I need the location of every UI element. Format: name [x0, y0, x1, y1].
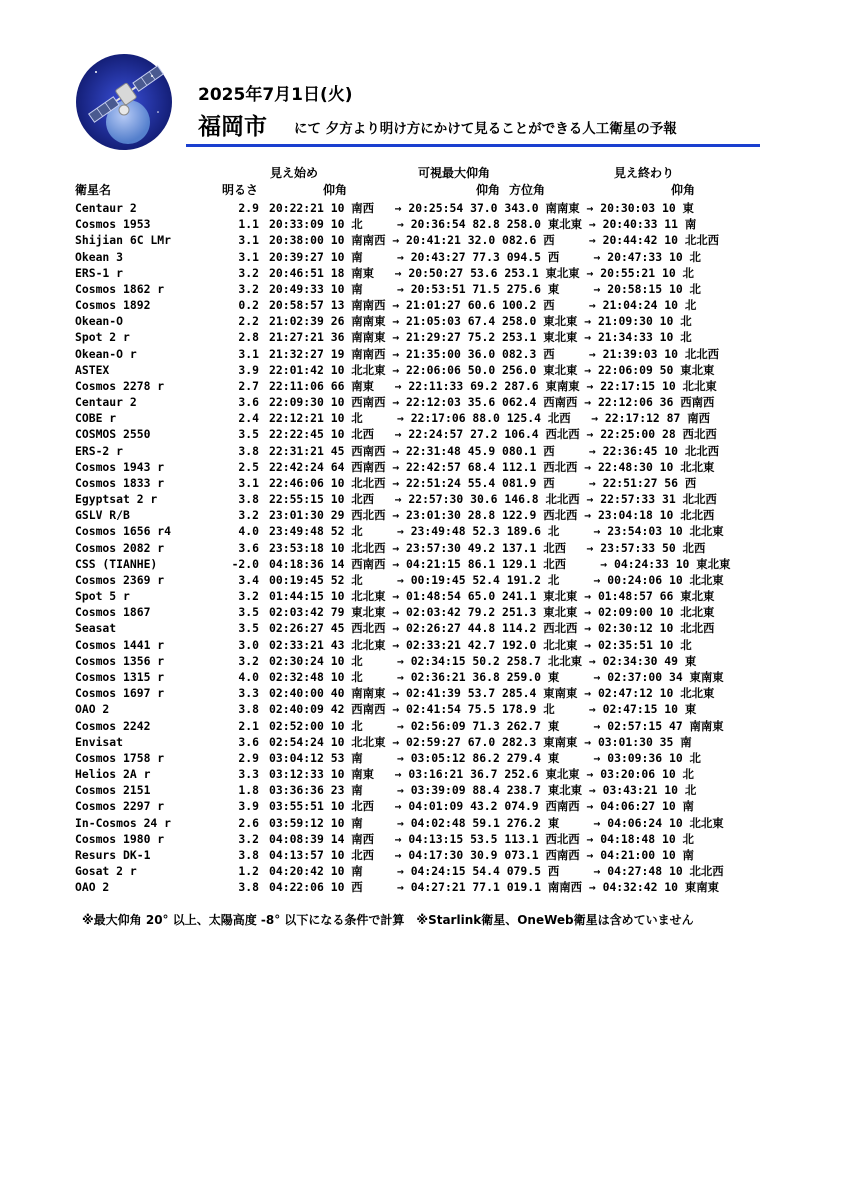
pass-details: 02:03:42 79 東北東 → 02:03:42 79.2 251.3 東北東 → 02:09:00 10 北北東	[269, 605, 715, 620]
satellite-name: Okean 3	[75, 249, 124, 264]
satellite-name: Egyptsat 2 r	[75, 492, 158, 507]
pass-details: 23:53:18 10 北北西 → 23:57:30 49.2 137.1 北西 → 23:57:33 50 北西	[269, 540, 706, 555]
magnitude-value: 3.1	[238, 249, 259, 264]
pass-details: 04:22:06 10 西 → 04:27:21 77.1 019.1 南南西 → 04:32:42 10 東南東	[269, 880, 720, 895]
satellite-name: Cosmos 1892	[75, 298, 151, 313]
table-row	[75, 265, 815, 281]
magnitude-value: 3.1	[238, 475, 259, 490]
table-row	[75, 750, 815, 766]
pass-details: 21:32:27 19 南南西 → 21:35:00 36.0 082.3 西 → 21:39:03 10 北北西	[269, 346, 720, 361]
satellite-name: Envisat	[75, 734, 124, 749]
magnitude-value: 3.2	[238, 831, 259, 846]
table-row	[75, 362, 815, 378]
pass-details: 02:26:27 45 西北西 → 02:26:27 44.8 114.2 西北西 → 02:30:12 10 北北西	[269, 621, 715, 636]
magnitude-value: 3.8	[238, 492, 259, 507]
col-group-end: 見え終わり	[614, 166, 675, 180]
magnitude-value: 2.7	[238, 378, 259, 393]
pass-details: 04:18:36 14 西南西 → 04:21:15 86.1 129.1 北西 → 04:24:33 10 東北東	[269, 556, 731, 571]
pass-details: 22:55:15 10 北西 → 22:57:30 30.6 146.8 北北西 → 22:57:33 31 北北西	[269, 492, 717, 507]
table-row	[75, 815, 815, 831]
satellite-name: Cosmos 1315 r	[75, 669, 165, 684]
pass-details: 21:27:21 36 南南東 → 21:29:27 75.2 253.1 東北東 → 21:34:33 10 北	[269, 330, 692, 345]
satellite-name: ERS-2 r	[75, 443, 124, 458]
pass-details: 02:40:00 40 南南東 → 02:41:39 53.7 285.4 東南東 → 02:47:12 10 北北東	[269, 686, 715, 701]
magnitude-value: 3.8	[238, 702, 259, 717]
satellite-name: GSLV R/B	[75, 508, 130, 523]
magnitude-value: 4.0	[238, 669, 259, 684]
satellite-name: ASTEX	[75, 362, 110, 377]
satellite-name: In-Cosmos 24 r	[75, 815, 172, 830]
magnitude-value: 1.8	[238, 783, 259, 798]
col-name: 衛星名	[75, 183, 112, 197]
magnitude-value: 3.6	[238, 395, 259, 410]
magnitude-value: 2.4	[238, 411, 259, 426]
pass-details: 02:52:00 10 北 → 02:56:09 71.3 262.7 東 → 02:57:15 47 南南東	[269, 718, 724, 733]
magnitude-value: 3.8	[238, 847, 259, 862]
pass-details: 04:20:42 10 南 → 04:24:15 54.4 079.5 西 → 04:27:48 10 北北西	[269, 864, 724, 879]
pass-details: 02:33:21 43 北北東 → 02:33:21 42.7 192.0 北北東 → 02:35:51 10 北	[269, 637, 692, 652]
satellite-name: Gosat 2 r	[75, 864, 137, 879]
pass-details: 20:33:09 10 北 → 20:36:54 82.8 258.0 東北東 → 20:40:33 11 南	[269, 217, 697, 232]
pass-details: 03:59:12 10 南 → 04:02:48 59.1 276.2 東 → 04:06:24 10 北北東	[269, 815, 724, 830]
pass-details: 03:12:33 10 南東 → 03:16:21 36.7 252.6 東北東 → 03:20:06 10 北	[269, 767, 694, 782]
table-row	[75, 620, 815, 636]
magnitude-value: 3.8	[238, 880, 259, 895]
col-max-azimuth: 方位角	[509, 183, 546, 197]
pass-details: 23:01:30 29 西北西 → 23:01:30 28.8 122.9 西北西 → 23:04:18 10 北北西	[269, 508, 715, 523]
satellite-name: Cosmos 1862 r	[75, 281, 165, 296]
pass-details: 02:32:48 10 北 → 02:36:21 36.8 259.0 東 → 02:37:00 34 東南東	[269, 669, 724, 684]
table-row	[75, 863, 815, 879]
pass-details: 20:22:21 10 南西 → 20:25:54 37.0 343.0 南南東 → 20:30:03 10 東	[269, 201, 694, 215]
pass-details: 22:31:21 45 西南西 → 22:31:48 45.9 080.1 西 → 22:36:45 10 北北西	[269, 443, 720, 458]
satellite-name: Cosmos 1833 r	[75, 475, 165, 490]
table-row	[75, 879, 815, 895]
satellite-name: Cosmos 1441 r	[75, 637, 165, 652]
pass-details: 01:44:15 10 北北東 → 01:48:54 65.0 241.1 東北東 → 01:48:57 66 東北東	[269, 589, 715, 604]
table-row	[75, 297, 815, 313]
table-row	[75, 281, 815, 297]
satellite-name: Resurs DK-1	[75, 847, 151, 862]
pass-details: 03:36:36 23 南 → 03:39:09 88.4 238.7 東北東 → 03:43:21 10 北	[269, 783, 697, 798]
table-row	[75, 669, 815, 685]
pass-details: 02:54:24 10 北北東 → 02:59:27 67.0 282.3 東南東 → 03:01:30 35 南	[269, 734, 692, 749]
table-row	[75, 604, 815, 620]
satellite-name: Cosmos 1943 r	[75, 459, 165, 474]
magnitude-value: 2.9	[238, 201, 259, 215]
satellite-name: Centaur 2	[75, 201, 137, 215]
satellite-name: CSS (TIANHE)	[75, 556, 158, 571]
pass-details: 02:30:24 10 北 → 02:34:15 50.2 258.7 北北東 → 02:34:30 49 東	[269, 653, 697, 668]
pass-details: 22:22:45 10 北西 → 22:24:57 27.2 106.4 西北西 → 22:25:00 28 西北西	[269, 427, 717, 442]
satellite-name: COSMOS 2550	[75, 427, 151, 442]
satellite-name: Cosmos 1356 r	[75, 653, 165, 668]
satellite-name: Centaur 2	[75, 395, 137, 410]
table-row	[75, 798, 815, 814]
satellite-logo-icon	[74, 52, 174, 152]
table-row	[75, 685, 815, 701]
table-row	[75, 637, 815, 653]
satellite-name: Cosmos 1867	[75, 605, 151, 620]
magnitude-value: 3.9	[238, 799, 259, 814]
date-title: 2025年7月1日(火)	[198, 85, 353, 105]
magnitude-value: 1.1	[238, 217, 259, 232]
magnitude-value: 3.2	[238, 508, 259, 523]
magnitude-value: 0.2	[238, 298, 259, 313]
table-row	[75, 523, 815, 539]
col-start-elev: 仰角	[323, 183, 348, 197]
satellite-name: Cosmos 2297 r	[75, 799, 165, 814]
pass-details: 22:12:21 10 北 → 22:17:06 88.0 125.4 北西 → 22:17:12 87 南西	[269, 411, 710, 426]
pass-details: 21:02:39 26 南南東 → 21:05:03 67.4 258.0 東北東 → 21:09:30 10 北	[269, 314, 692, 329]
table-row	[75, 507, 815, 523]
table-row	[75, 766, 815, 782]
magnitude-value: 2.8	[238, 330, 259, 345]
table-row	[75, 443, 815, 459]
magnitude-value: 3.5	[238, 621, 259, 636]
satellite-name: Cosmos 1758 r	[75, 750, 165, 765]
col-group-start: 見え始め	[270, 166, 319, 180]
table-row	[75, 346, 815, 362]
table-row	[75, 200, 815, 216]
pass-details: 22:11:06 66 南東 → 22:11:33 69.2 287.6 東南東 → 22:17:15 10 北北東	[269, 378, 717, 393]
magnitude-value: 3.6	[238, 540, 259, 555]
table-row	[75, 588, 815, 604]
table-row	[75, 556, 815, 572]
city-name: 福岡市	[198, 114, 267, 140]
satellite-name: Cosmos 2369 r	[75, 572, 165, 587]
pass-details: 20:46:51 18 南東 → 20:50:27 53.6 253.1 東北東 → 20:55:21 10 北	[269, 265, 694, 280]
table-row	[75, 232, 815, 248]
satellite-name: Cosmos 1953	[75, 217, 151, 232]
magnitude-value: 3.9	[238, 362, 259, 377]
pass-details: 20:49:33 10 南 → 20:53:51 71.5 275.6 東 → 20:58:15 10 北	[269, 281, 701, 296]
magnitude-value: 3.6	[238, 734, 259, 749]
table-row	[75, 701, 815, 717]
table-row	[75, 475, 815, 491]
magnitude-value: 3.1	[238, 346, 259, 361]
pass-details: 23:49:48 52 北 → 23:49:48 52.3 189.6 北 → 23:54:03 10 北北東	[269, 524, 724, 539]
magnitude-value: 2.1	[238, 718, 259, 733]
pass-details: 03:04:12 53 南 → 03:05:12 86.2 279.4 東 → 03:09:36 10 北	[269, 750, 701, 765]
magnitude-value: 3.2	[238, 589, 259, 604]
satellite-name: Cosmos 1980 r	[75, 831, 165, 846]
table-row	[75, 459, 815, 475]
magnitude-value: 1.2	[238, 864, 259, 879]
satellite-name: Cosmos 2082 r	[75, 540, 165, 555]
table-row	[75, 831, 815, 847]
pass-details: 04:08:39 14 南西 → 04:13:15 53.5 113.1 西北西 → 04:18:48 10 北	[269, 831, 694, 846]
magnitude-value: 2.6	[238, 815, 259, 830]
pass-details: 20:38:00 10 南南西 → 20:41:21 32.0 082.6 西 → 20:44:42 10 北北西	[269, 233, 720, 248]
magnitude-value: 3.3	[238, 686, 259, 701]
table-row	[75, 394, 815, 410]
satellite-name: Helios 2A r	[75, 767, 151, 782]
satellite-name: ERS-1 r	[75, 265, 124, 280]
footnote: ※最大仰角 20° 以上、太陽高度 -8° 以下になる条件で計算 ※Starlink衛星、OneWeb衛星は含めていません	[82, 913, 694, 927]
satellite-name: Seasat	[75, 621, 117, 636]
magnitude-value: 3.0	[238, 637, 259, 652]
magnitude-value: 4.0	[238, 524, 259, 539]
pass-details: 02:40:09 42 西南西 → 02:41:54 75.5 178.9 北 → 02:47:15 10 東	[269, 702, 697, 717]
pass-details: 22:46:06 10 北北西 → 22:51:24 55.4 081.9 西 → 22:51:27 56 西	[269, 475, 697, 490]
satellite-name: OAO 2	[75, 702, 110, 717]
header-rule	[186, 144, 760, 147]
satellite-name: Spot 2 r	[75, 330, 130, 345]
satellite-name: Cosmos 1697 r	[75, 686, 165, 701]
subtitle: にて 夕方より明け方にかけて見ることができる人工衛星の予報	[294, 121, 677, 137]
table-row	[75, 313, 815, 329]
table-row	[75, 572, 815, 588]
table-row	[75, 653, 815, 669]
magnitude-value: 3.2	[238, 281, 259, 296]
satellite-name: Okean-O r	[75, 346, 137, 361]
satellite-name: Cosmos 2278 r	[75, 378, 165, 393]
satellite-name: Spot 5 r	[75, 589, 130, 604]
pass-details: 04:13:57 10 北西 → 04:17:30 30.9 073.1 西南西 → 04:21:00 10 南	[269, 847, 694, 862]
magnitude-value: -2.0	[231, 556, 259, 571]
col-max-elev: 仰角	[476, 183, 501, 197]
table-row	[75, 540, 815, 556]
table-row	[75, 329, 815, 345]
table-row	[75, 426, 815, 442]
magnitude-value: 3.3	[238, 767, 259, 782]
satellite-name: Cosmos 1656 r4	[75, 524, 172, 539]
pass-details: 20:58:57 13 南南西 → 21:01:27 60.6 100.2 西 → 21:04:24 10 北	[269, 298, 697, 313]
table-row	[75, 847, 815, 863]
pass-details: 22:01:42 10 北北東 → 22:06:06 50.0 256.0 東北東 → 22:06:09 50 東北東	[269, 362, 715, 377]
magnitude-value: 3.1	[238, 233, 259, 248]
table-row	[75, 410, 815, 426]
pass-details: 00:19:45 52 北 → 00:19:45 52.4 191.2 北 → 00:24:06 10 北北東	[269, 572, 724, 587]
magnitude-value: 2.5	[238, 459, 259, 474]
pass-details: 20:39:27 10 南 → 20:43:27 77.3 094.5 西 → 20:47:33 10 北	[269, 249, 701, 264]
table-row	[75, 718, 815, 734]
magnitude-value: 3.2	[238, 653, 259, 668]
magnitude-value: 2.9	[238, 750, 259, 765]
pass-details: 22:42:24 64 西南西 → 22:42:57 68.4 112.1 西北西 → 22:48:30 10 北北東	[269, 459, 715, 474]
table-row	[75, 216, 815, 232]
satellite-name: Okean-O	[75, 314, 124, 329]
satellite-name: Cosmos 2151	[75, 783, 151, 798]
satellite-name: Shijian 6C LMr	[75, 233, 172, 248]
pass-details: 22:09:30 10 西南西 → 22:12:03 35.6 062.4 西南西 → 22:12:06 36 西南西	[269, 395, 715, 410]
satellite-name: OAO 2	[75, 880, 110, 895]
table-row	[75, 378, 815, 394]
col-end-elev: 仰角	[671, 183, 696, 197]
table-row	[75, 782, 815, 798]
magnitude-value: 2.2	[238, 314, 259, 329]
table-row	[75, 249, 815, 265]
pass-details: 03:55:51 10 北西 → 04:01:09 43.2 074.9 西南西 → 04:06:27 10 南	[269, 799, 694, 814]
col-magnitude: 明るさ	[222, 183, 259, 197]
magnitude-value: 3.2	[238, 265, 259, 280]
satellite-name: Cosmos 2242	[75, 718, 151, 733]
satellite-table	[75, 200, 815, 895]
magnitude-value: 3.4	[238, 572, 259, 587]
magnitude-value: 3.8	[238, 443, 259, 458]
magnitude-value: 3.5	[238, 427, 259, 442]
col-group-max: 可視最大仰角	[418, 166, 491, 180]
satellite-name: COBE r	[75, 411, 117, 426]
table-row	[75, 491, 815, 507]
magnitude-value: 3.5	[238, 605, 259, 620]
table-row	[75, 734, 815, 750]
